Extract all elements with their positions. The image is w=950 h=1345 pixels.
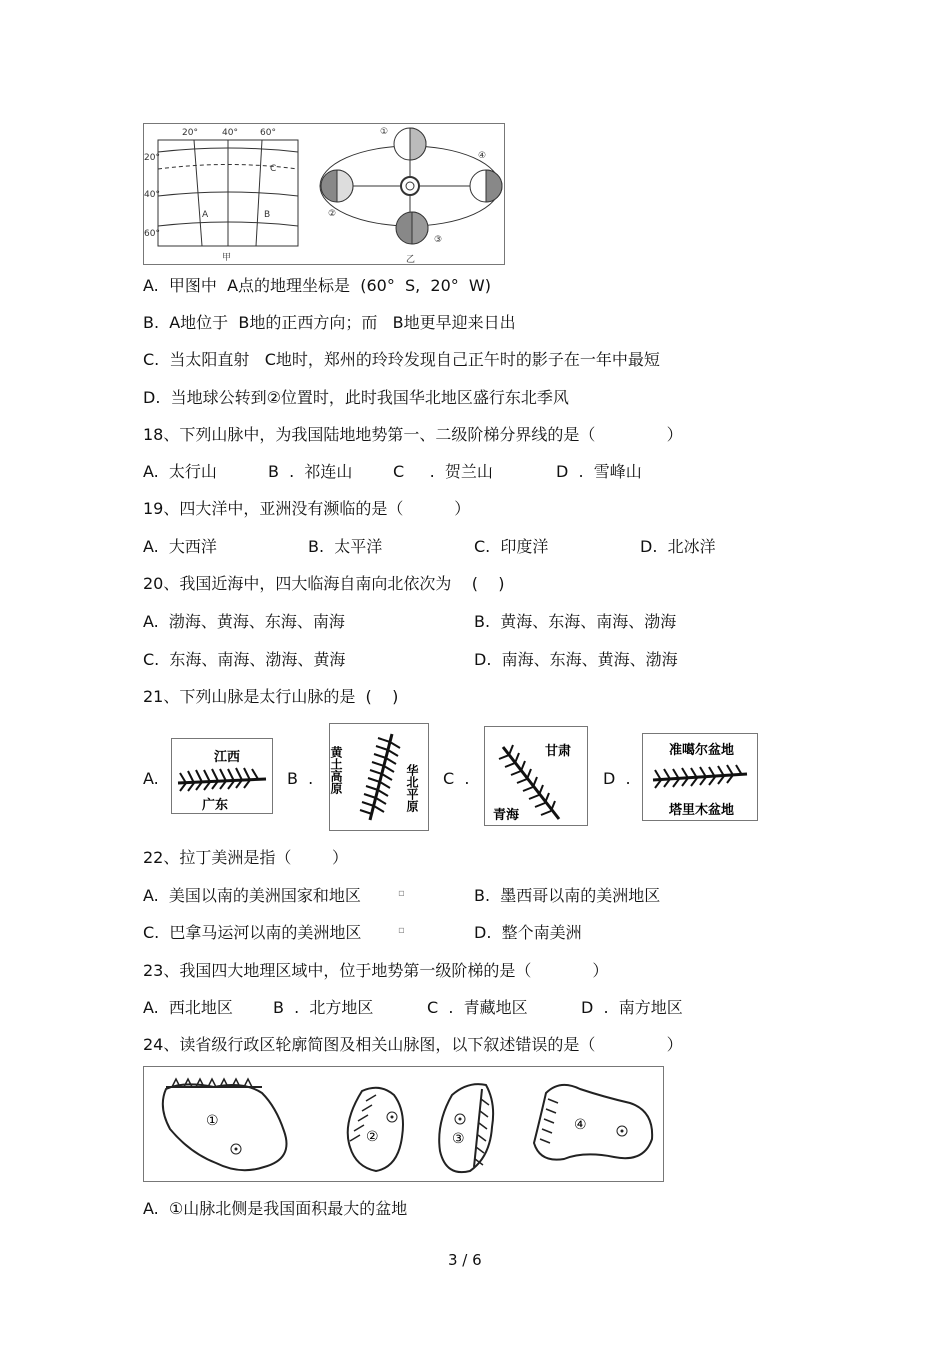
q24-province-figure (143, 1066, 664, 1182)
province-label-1: ① (206, 1113, 219, 1129)
q20-stem: 20、我国近海中，四大临海自南向北依次为 ( ) (143, 574, 505, 593)
province-outlines (144, 1067, 663, 1181)
q20-option-a: A. 渤海、黄海、东海、南海 (143, 612, 345, 631)
q21-map-d (642, 733, 758, 821)
province-outline-4 (534, 1085, 652, 1160)
province-outline-3 (439, 1084, 493, 1172)
earth-position-2 (321, 170, 353, 202)
q21-option-d-letter: D . (603, 769, 631, 788)
q17-option-a: A. 甲图中 A点的地理坐标是 (60° S, 20° W) (143, 276, 491, 295)
q21-option-a-letter: A. (143, 769, 159, 788)
mountain-range-icon (172, 739, 272, 813)
lat-label: 20° (144, 153, 160, 163)
map-d-bottom-label: 塔里木盆地 (669, 803, 735, 818)
q18-option-d: D . 雪峰山 (556, 462, 642, 481)
mountain-range-icon (643, 734, 757, 820)
q21-option-b-letter: B . (287, 769, 314, 788)
province-label-4: ④ (574, 1117, 587, 1133)
map-b-right-label: 华北平原 (405, 764, 419, 812)
figure-jia-yi-svg (144, 124, 504, 264)
q23-stem: 23、我国四大地理区域中，位于地势第一级阶梯的是（ ） (143, 961, 609, 980)
q22-stem: 22、拉丁美洲是指（ ） (143, 848, 349, 867)
q20-option-c: C. 东海、南海、渤海、黄海 (143, 650, 346, 669)
province-label-2: ② (366, 1129, 379, 1145)
lon-label: 20° (182, 128, 198, 138)
q21-map-a (171, 738, 273, 814)
map-a-bottom-label: 广东 (202, 798, 229, 813)
mountain-range-icon (485, 727, 587, 825)
q23-option-d: D . 南方地区 (581, 998, 683, 1017)
province-outline-1 (163, 1079, 287, 1170)
point-a-label: A (202, 210, 209, 220)
position-label-4: ④ (478, 151, 487, 161)
lon-label: 40° (222, 128, 238, 138)
q22-option-c: C. 巴拿马运河以南的美洲地区 (143, 923, 362, 942)
q23-option-c: C . 青藏地区 (427, 998, 528, 1017)
map-b-left-label: 黄土高原 (330, 746, 343, 794)
q19-option-b: B. 太平洋 (308, 537, 383, 556)
q17-option-b: B. A地位于 B地的正西方向；而 B地更早迎来日出 (143, 313, 516, 332)
figure-yi-caption: 乙 (406, 255, 416, 264)
earth-position-1 (394, 128, 426, 160)
q23-option-b: B . 北方地区 (273, 998, 374, 1017)
q21-option-c-letter: C . (443, 769, 470, 788)
q17-option-c: C. 当太阳直射 C地时，郑州的玲玲发现自己正午时的影子在一年中最短 (143, 350, 660, 369)
lon-label: 60° (260, 128, 276, 138)
province-outline-2 (348, 1088, 403, 1171)
figure-jia-caption: 甲 (222, 253, 232, 263)
sun-icon (401, 177, 419, 195)
q20-option-b: B. 黄海、东海、南海、渤海 (474, 612, 677, 631)
q21-map-c (484, 726, 588, 826)
figure-jia-yi (143, 123, 505, 265)
q21-map-b (329, 723, 429, 831)
point-c-label: C (270, 164, 277, 174)
q19-option-c: C. 印度洋 (474, 537, 549, 556)
q23-option-a: A. 西北地区 (143, 998, 233, 1017)
q18-option-a: A. 太行山 (143, 462, 217, 481)
earth-position-4 (470, 170, 502, 202)
q22-option-d: D. 整个南美洲 (474, 923, 582, 942)
q17-option-d: D. 当地球公转到②位置时，此时我国华北地区盛行东北季风 (143, 388, 569, 407)
q22-mark-c: ▫ (398, 925, 405, 936)
position-label-3: ③ (434, 235, 443, 245)
q22-option-b: B. 墨西哥以南的美洲地区 (474, 886, 661, 905)
point-b-label: B (264, 210, 271, 220)
map-c-bottom-label: 青海 (493, 808, 520, 823)
map-a-top-label: 江西 (214, 750, 241, 765)
q21-stem: 21、下列山脉是太行山脉的是 ( ) (143, 687, 399, 706)
q24-stem: 24、读省级行政区轮廓简图及相关山脉图，以下叙述错误的是（ ） (143, 1035, 683, 1054)
q18-option-b: B . 祁连山 (268, 462, 353, 481)
q18-option-c: C . 贺兰山 (393, 462, 493, 481)
lat-label: 40° (144, 190, 160, 200)
q19-stem: 19、四大洋中，亚洲没有濒临的是（ ） (143, 499, 471, 518)
province-label-3: ③ (452, 1131, 465, 1147)
position-label-1: ① (380, 127, 389, 137)
page-number: 3 / 6 (448, 1251, 482, 1269)
mountain-range-icon (330, 724, 428, 830)
lat-label: 60° (144, 229, 160, 239)
q19-option-d: D. 北冰洋 (640, 537, 716, 556)
q22-mark-a: ▫ (398, 888, 405, 899)
q18-stem: 18、下列山脉中，为我国陆地地势第一、二级阶梯分界线的是（ ） (143, 425, 683, 444)
earth-position-3 (396, 212, 428, 244)
q24-option-a: A. ①山脉北侧是我国面积最大的盆地 (143, 1199, 408, 1218)
q22-option-a: A. 美国以南的美洲国家和地区 (143, 886, 361, 905)
q20-option-d: D. 南海、东海、黄海、渤海 (474, 650, 678, 669)
map-d-top-label: 准噶尔盆地 (669, 743, 735, 758)
position-label-2: ② (328, 209, 337, 219)
map-c-top-label: 甘肃 (545, 744, 572, 759)
q19-option-a: A. 大西洋 (143, 537, 217, 556)
